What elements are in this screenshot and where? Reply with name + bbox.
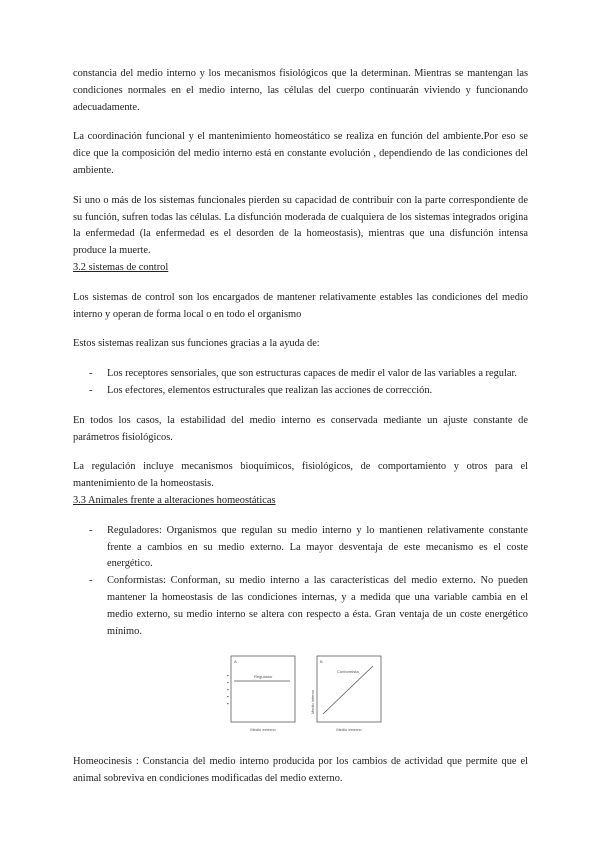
bullet-dash: - <box>89 524 93 536</box>
paragraph-homeocinesis: Homeocinesis : Constancia del medio interno producida por los cambios de actividad que permite que el animal sobreviva en condiciones modificadas del medio externo. <box>73 756 528 785</box>
panel-b-x-label: Medio externo <box>336 727 362 733</box>
control-bullet-list <box>73 366 528 400</box>
panel-a-line-label: Regulador <box>254 674 273 680</box>
panel-b-y-label: Medio interno <box>310 690 315 715</box>
panel-a-x-label: Medio externo <box>250 727 276 733</box>
panel-a-letter: A <box>234 659 237 665</box>
figure-graphs <box>223 652 383 746</box>
section-heading-control: 3.2 sistemas de control <box>73 261 169 273</box>
list-item: - Reguladores: Organismos que regulan su medio interno y lo mantienen relativamente constante frente a cambios en su medio externo. La mayor desventaja de este mecanismo es el coste energético. <box>89 524 528 570</box>
list-item: - Conformistas: Conforman, su medio interno a las características del medio externo. No pueden mantener la homeostasis de las condiciones internas, y a medida que una variable cambia en el medio externo, su medio interno se altera con respecto a ésta. Gran ventaja de un coste energético mínimo. <box>89 575 528 637</box>
bullet-dash: - <box>89 384 93 396</box>
paragraph-dysfunction: Si uno o más de los sistemas funcionales pierden su capacidad de contribuir con la parte correspondiente de su función, sufren todas las células. La disfunción moderada de cualquiera de los sistemas integrados origina la enfermedad (la enfermedad es el desorden de la homeostasis), mientras que una disfunción intensa produce la muerte. <box>73 194 528 257</box>
panel-a-y-ticks <box>227 675 229 704</box>
paragraph-homeostasis-intro: constancia del medio interno y los mecanismos fisiológicos que la determinan. Mientras se mantengan las condiciones normales en el medio interno, las células del cuerpo continuarán viviendo y funcionando adecuadamente. <box>73 68 528 113</box>
paragraph-stability: En todos los casos, la estabilidad del medio interno es conservada mediante un ajuste constante de parámetros fisiológicos. <box>73 414 528 443</box>
paragraph-control-systems: Los sistemas de control son los encargados de mantener relativamente estables las condiciones del medio interno y operan de forma local o en todo el organismo <box>73 291 528 320</box>
panel-a-frame <box>231 656 295 722</box>
list-item: - Los efectores, elementos estructurales que realizan las acciones de corrección. <box>73 383 528 400</box>
panel-b-letter: B <box>320 659 323 665</box>
paragraph-control-help: Estos sistemas realizan sus funciones gracias a la ayuda de: <box>73 338 320 350</box>
list-item: - Los receptores sensoriales, que son estructuras capaces de medir el valor de las variables a regular. <box>73 366 528 383</box>
regulator-conformer-figure <box>73 652 528 746</box>
document-page <box>73 66 528 788</box>
animales-bullet-list <box>73 523 528 641</box>
paragraph-coordination: La coordinación funcional y el mantenimiento homeostático se realiza en función del ambiente.Por eso se dice que la composición del medio interno está en constante evolución , dependiendo de las condiciones del ambiente. <box>73 131 528 176</box>
paragraph-regulation: La regulación incluye mecanismos bioquímicos, fisiológicos, de comportamiento y otros para el mantenimiento de la homeostasis. <box>73 461 528 490</box>
bullet-dash: - <box>89 575 93 587</box>
bullet-dash: - <box>89 368 93 380</box>
panel-b-line-label: Conformista <box>337 669 359 675</box>
section-heading-animales: 3.3 Animales frente a alteraciones homeostáticas <box>73 494 276 506</box>
